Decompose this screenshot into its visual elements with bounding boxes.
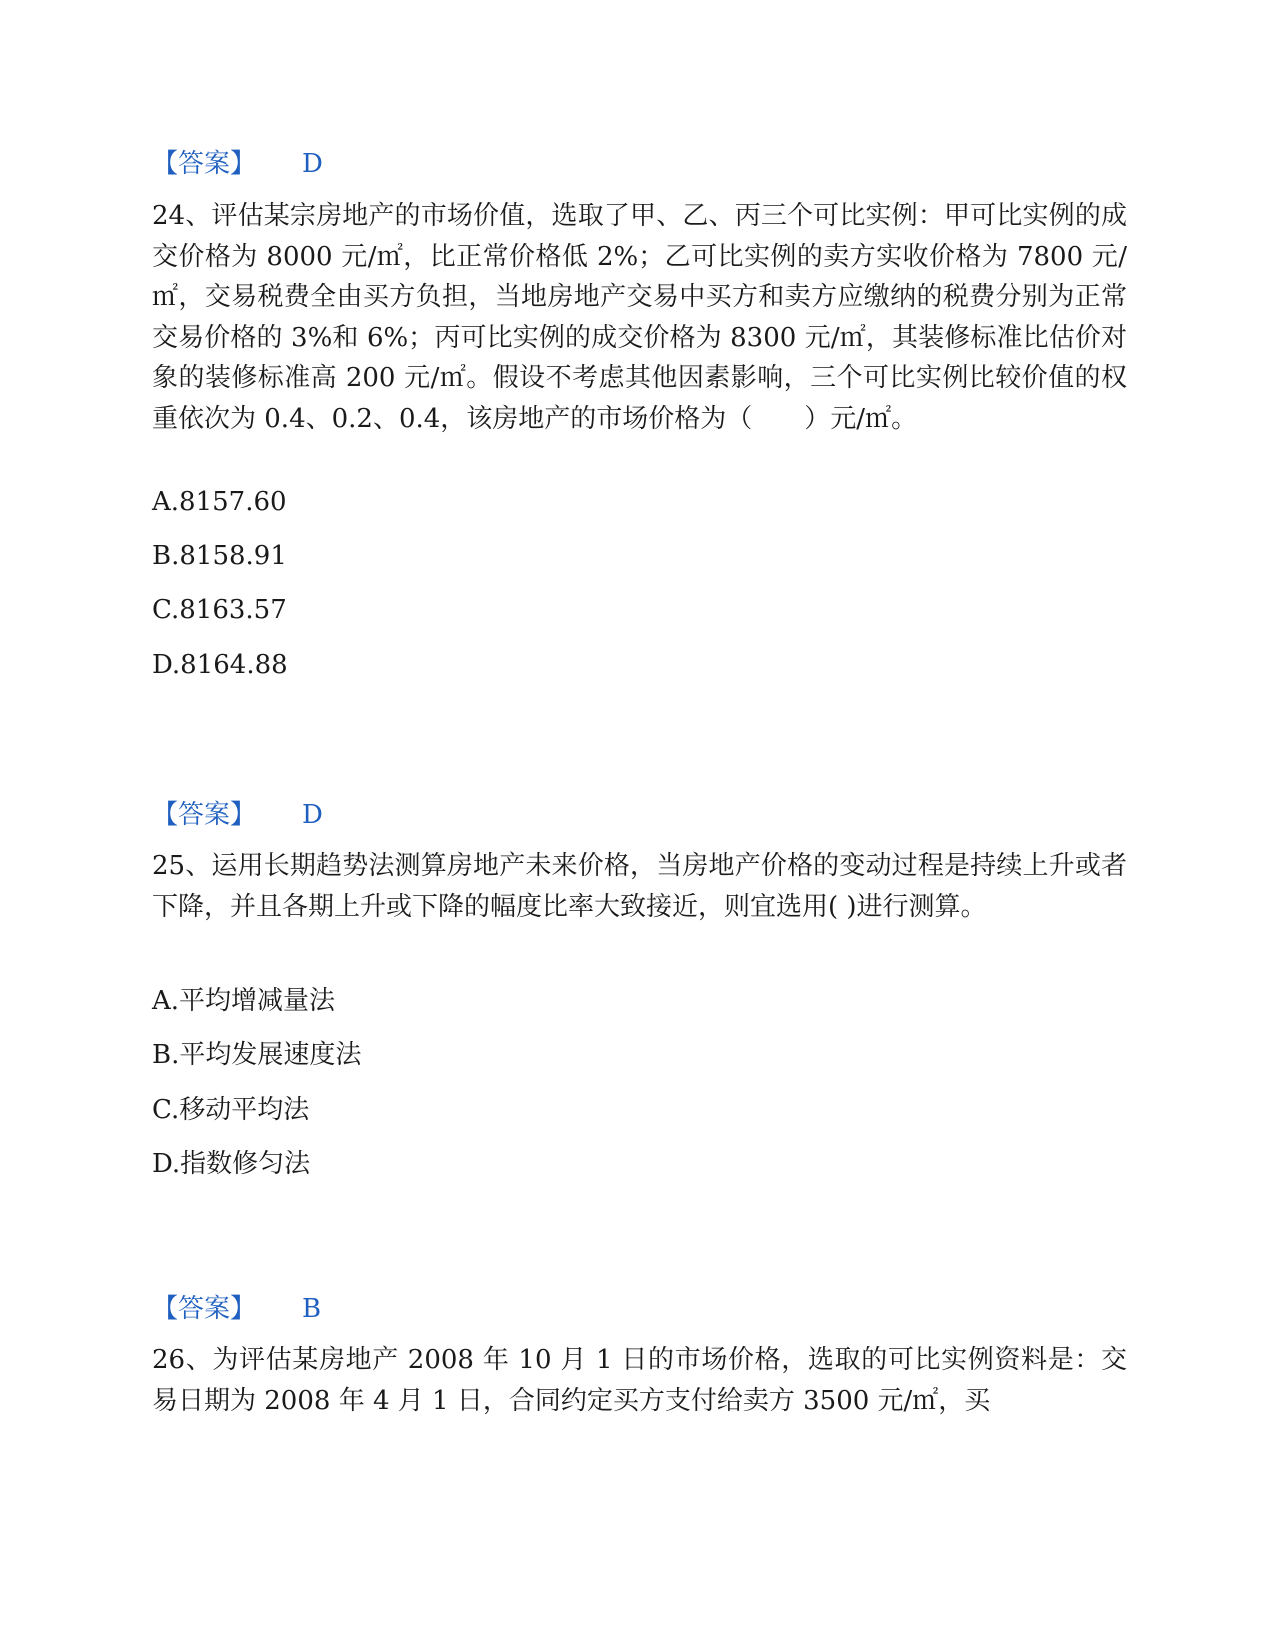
answer-value: D bbox=[302, 149, 323, 179]
option-c: C.移动平均法 bbox=[152, 1095, 310, 1125]
option-a: A.平均增减量法 bbox=[152, 986, 336, 1016]
option-b: B.8158.91 bbox=[152, 541, 287, 571]
answer-label: 【答案】 bbox=[152, 149, 257, 179]
answer-label: 【答案】 bbox=[152, 800, 257, 830]
answer-line bbox=[152, 143, 323, 180]
question-24-text: 24、评估某宗房地产的市场价值，选取了甲、乙、丙三个可比实例：甲可比实例的成交价格为 8000 元/㎡，比正常价格低 2%；乙可比实例的卖方实收价格为 7800 元/㎡，交易税费全由买方负担，当地房地产交易中买方和卖方应缴纳的税费分别为正常交易价格的 3%和 6%；丙可比实例的成交价格为 8300 元/㎡，其装修标准比估价对象的装修标准高 200 元/㎡。假设不考虑其他因素影响，三个可比实例比较价值的权重依次为 0.4、0.2、0.4，该房地产的市场价格为（ ）元/㎡。 bbox=[152, 201, 1127, 434]
answer-line bbox=[152, 1288, 321, 1325]
option-d: D.指数修匀法 bbox=[152, 1149, 311, 1179]
option-d: D.8164.88 bbox=[152, 650, 288, 680]
answer-line bbox=[152, 794, 323, 831]
question-26-text: 26、为评估某房地产 2008 年 10 月 1 日的市场价格，选取的可比实例资料是：交易日期为 2008 年 4 月 1 日，合同约定买方支付给卖方 3500 元/㎡，买 bbox=[152, 1345, 1127, 1416]
answer-value: B bbox=[302, 1294, 322, 1324]
answer-label: 【答案】 bbox=[152, 1294, 257, 1324]
option-b: B.平均发展速度法 bbox=[152, 1040, 362, 1070]
option-c: C.8163.57 bbox=[152, 595, 287, 625]
answer-value: D bbox=[302, 800, 323, 830]
question-25-text: 25、运用长期趋势法测算房地产未来价格，当房地产价格的变动过程是持续上升或者下降，并且各期上升或下降的幅度比率大致接近，则宜选用( )进行测算。 bbox=[152, 851, 1127, 922]
option-a: A.8157.60 bbox=[152, 487, 287, 517]
